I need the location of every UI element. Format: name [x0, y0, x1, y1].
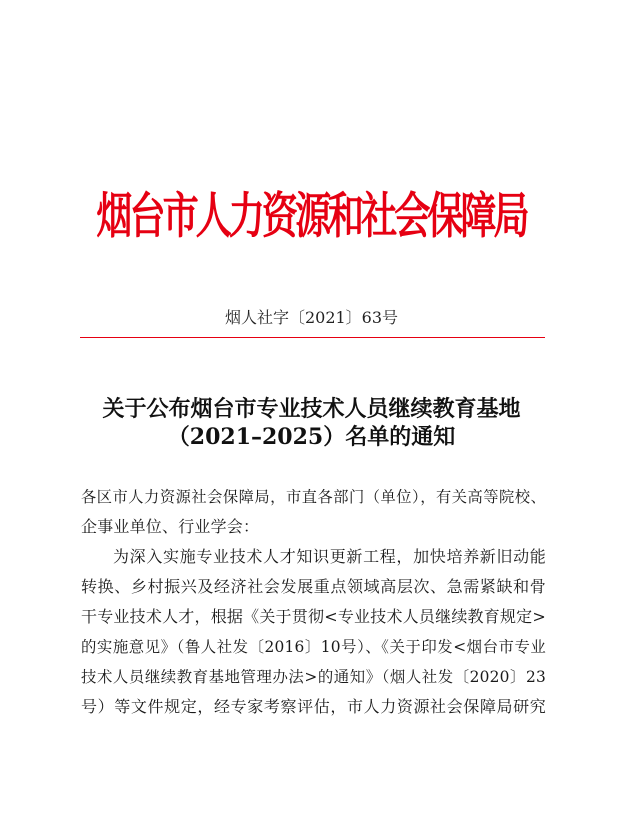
- body-line: 干专业技术人才，根据《关于贯彻<专业技术人员继续教育规定>: [81, 607, 546, 626]
- body-line: 的实施意见》（鲁人社发〔2016〕10号）、《关于印发<烟台市专业: [81, 638, 546, 656]
- red-divider: [80, 337, 545, 338]
- document-title-line-2: （2021–2025）名单的通知: [167, 424, 456, 450]
- body-line-addressee-cont: 企事业单位、行业学会：: [81, 517, 260, 536]
- body-line-paragraph-start: 为深入实施专业技术人才知识更新工程，加快培养新旧动能: [113, 547, 546, 566]
- document-title-line-1: 关于公布烟台市专业技术人员继续教育基地: [102, 396, 521, 422]
- issuer-header: 烟台市人力资源和社会保障局: [96, 186, 527, 245]
- body-line-addressee: 各区市人力资源社会保障局，市直各部门（单位），有关高等院校、: [81, 488, 546, 506]
- document-number: 烟人社字〔2021〕63号: [224, 308, 399, 327]
- body-line: 转换、乡村振兴及经济社会发展重点领域高层次、急需紧缺和骨: [81, 577, 546, 596]
- body-line: 号）等文件规定，经专家考察评估，市人力资源社会保障局研究: [81, 697, 546, 716]
- body-line: 技术人员继续教育基地管理办法>的通知》（烟人社发〔2020〕23: [81, 668, 546, 686]
